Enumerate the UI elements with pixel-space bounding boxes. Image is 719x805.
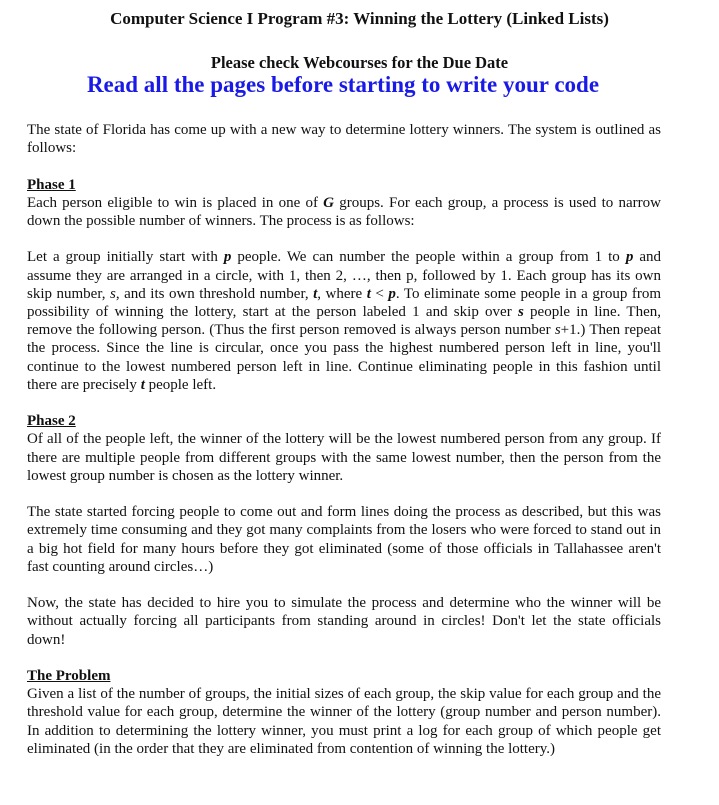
- due-date-notice: Please check Webcourses for the Due Date: [210, 53, 509, 72]
- problem-heading: The Problem: [27, 668, 111, 684]
- phase1-paragraph-groups: Each person eligible to win is placed in one of G groups. For each group, a process is used to narrow down the possible number of winners. The process is as follows:: [27, 194, 661, 229]
- problem-paragraph: Given a list of the number of groups, the initial sizes of each group, the skip value for each group and the threshold value for each group, determine the winner of the lottery (group number and person number). In addition to determining the lottery winner, you must print a log for each group of which people get eliminated (in the order that they are eliminated from contention of winning the lottery.): [27, 686, 661, 757]
- read-all-notice: Read all the pages before starting to write your code: [86, 72, 600, 97]
- document-title: Computer Science I Program #3: Winning the Lottery (Linked Lists): [110, 9, 609, 28]
- phase1-heading: Phase 1: [27, 176, 76, 193]
- phase2-paragraph-winner: Of all of the people left, the winner of the lottery will be the lowest numbered person from any group. If there are multiple people from different groups with the same lowest number, then the person from the lowest group number is chosen as the lottery winner.: [27, 431, 661, 484]
- phase2-paragraph-simulate: Now, the state has decided to hire you to simulate the process and determine who the winner will be without actually forcing all participants from standing around in circles! Don't let the state officials down!: [27, 595, 661, 648]
- intro-paragraph: The state of Florida has come up with a new way to determine lottery winners. The system is outlined as follows:: [27, 122, 661, 157]
- phase2-heading: Phase 2: [27, 413, 76, 430]
- phase1-paragraph-process: Let a group initially start with p people. We can number the people within a group from 1 to p and assume they are arranged in a circle, with 1, then 2, …, then p, followed by 1. Each group has its own skip number, s, and its own threshold number, t, where t < p. To eliminate some people in a group from possibility of winning the lottery, start at the person labeled 1 and skip over s people in line. Then, remove the following person. (Thus the first person removed is always person number s+1.) Then repeat the process. Since the line is circular, once you pass the highest numbered person left in line, you'll continue to the lowest numbered person left in line. Continue eliminating people in this fashion until there are precisely t people left.: [27, 249, 662, 393]
- phase2-paragraph-complaints: The state started forcing people to come out and form lines doing the process as described, but this was extremely time consuming and they got many complaints from the losers who were forced to stand out in a big hot field for many hours before they got eliminated (some of those officials in Tallahassee aren't fast counting around circles…): [27, 504, 661, 575]
- document-body: [27, 121, 661, 758]
